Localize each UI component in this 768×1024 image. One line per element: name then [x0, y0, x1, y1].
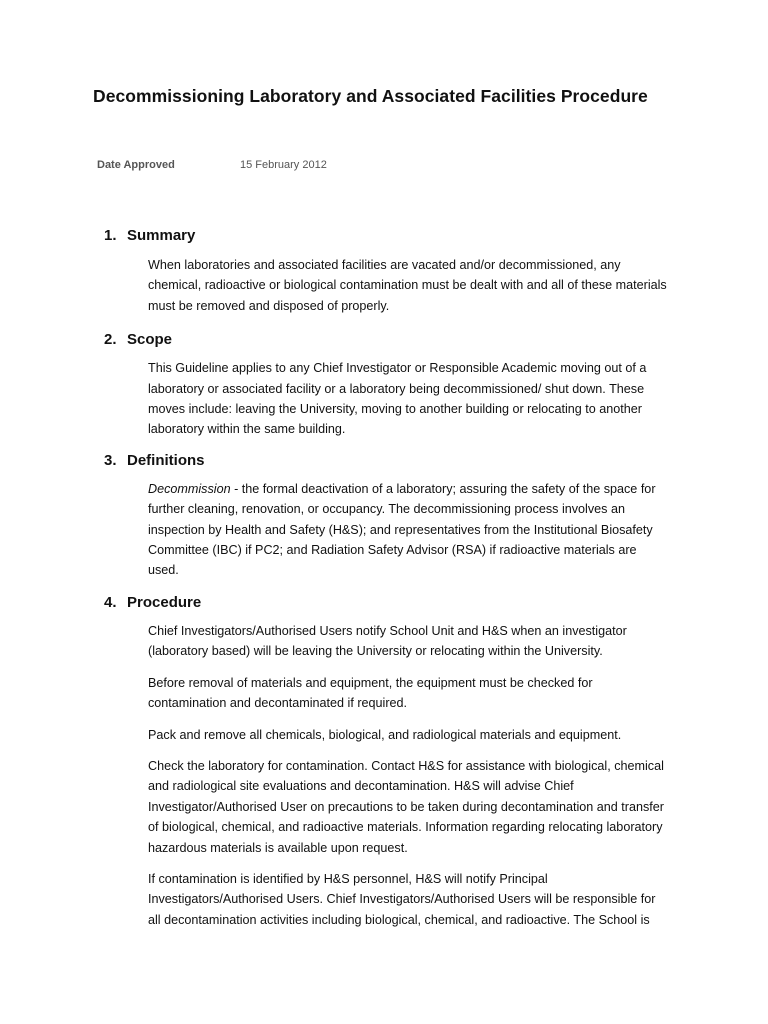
section-number: 4. [104, 593, 117, 611]
document-title: Decommissioning Laboratory and Associated Facilities Procedure [93, 86, 648, 106]
definition-text: - the formal deactivation of a laboratory; assuring the safety of the space for further cleaning, renovation, or occupancy. The decommissioning process involves an inspection by Health and Safety (H&S); and representatives from the Institutional Biosafety Committee (IBC) if PC2; and Radiation Safety Advisor (RSA) if radioactive materials are used. [148, 481, 656, 578]
procedure-paragraph: Chief Investigators/Authorised Users notify School Unit and H&S when an investigator (laboratory based) will be leaving the University or relocating within the University. [148, 623, 627, 659]
section-summary [0, 226, 768, 316]
definition-term: Decommission [148, 481, 231, 496]
section-number: 3. [104, 451, 117, 469]
section-heading [0, 330, 768, 350]
document-body [0, 226, 768, 941]
section-number: 1. [104, 227, 117, 244]
section-title: Scope [127, 331, 173, 349]
section-number: 2. [104, 331, 117, 349]
section-scope [0, 330, 768, 440]
definition-paragraph [0, 479, 668, 581]
section-definitions [0, 451, 768, 581]
summary-paragraph: When laboratories and associated facilities are vacated and/or decommissioned, any chemical, radioactive or biological contamination must be dealt with and all of these materials must be removed and disposed of properly. [148, 258, 667, 313]
date-approved-label: Date Approved [97, 159, 175, 171]
section-heading [0, 226, 768, 246]
section-title: Summary [127, 227, 196, 244]
section-title: Procedure [127, 593, 202, 611]
date-approved-value: 15 February 2012 [240, 159, 327, 171]
procedure-paragraph: Check the laboratory for contamination. Contact H&S for assistance with biological, chemical and radiological site evaluations and decontamination. H&S will advise Chief Investigator/Authorised User on precautions to be taken during decontamination and transfer of biological, chemical, and radioactive materials. Information regarding relocating laboratory hazardous materials is available upon request. [148, 758, 664, 855]
section-heading [0, 593, 768, 613]
section-heading [0, 451, 768, 471]
procedure-paragraph: If contamination is identified by H&S personnel, H&S will notify Principal Investigators/Authorised Users. Chief Investigators/Authorised Users will be responsible for all decontamination activities including biological, chemical, and radioactive. The School is [148, 871, 656, 927]
procedure-paragraph: Before removal of materials and equipment, the equipment must be checked for contamination and decontaminated if required. [148, 675, 593, 711]
procedure-paragraph: Pack and remove all chemicals, biological, and radiological materials and equipment. [148, 727, 622, 742]
section-procedure [0, 593, 768, 930]
section-title: Definitions [127, 451, 205, 469]
scope-paragraph: This Guideline applies to any Chief Investigator or Responsible Academic moving out of a laboratory or associated facility or a laboratory being decommissioned/ shut down. These moves include: leaving the University, moving to another building or relocating to another laboratory within the same building. [148, 361, 647, 437]
